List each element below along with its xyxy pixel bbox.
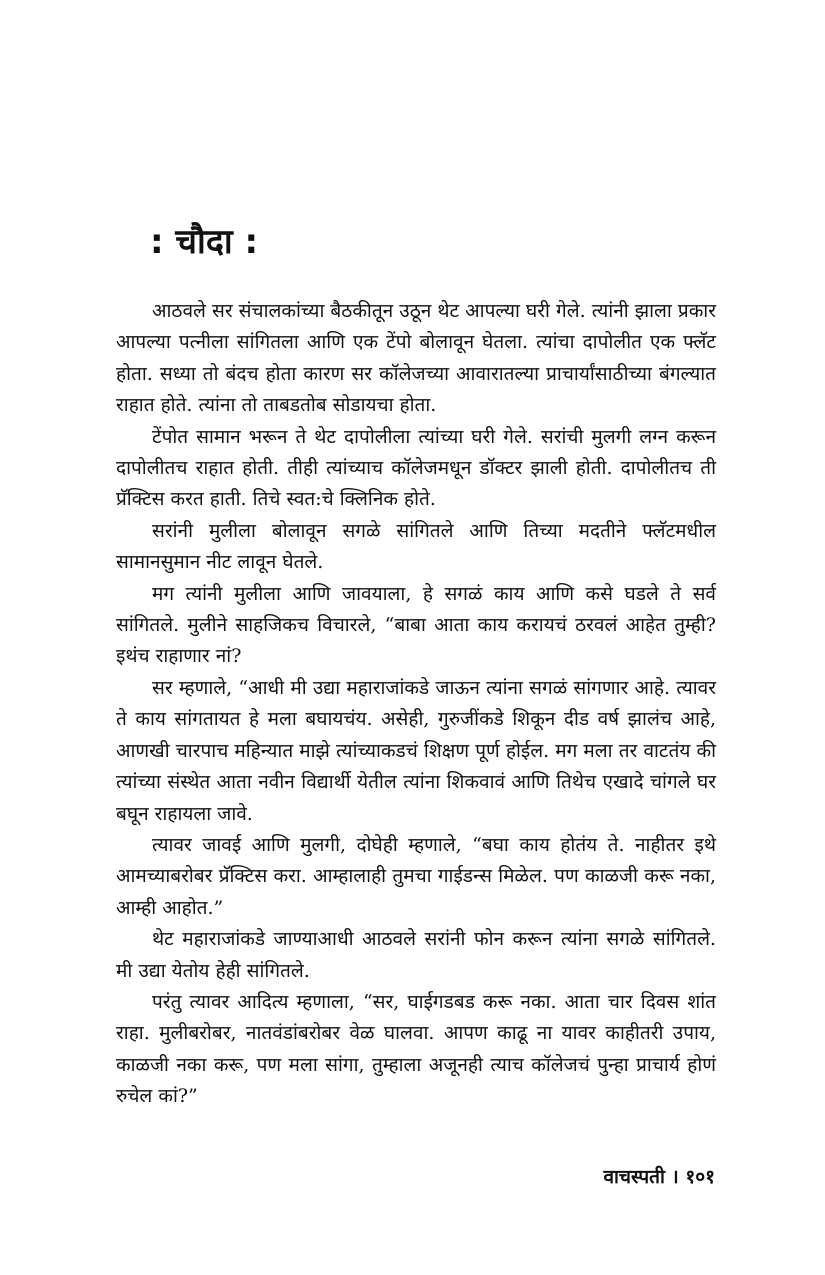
- page-footer: वाचस्पती । १०१: [603, 1166, 715, 1188]
- paragraph: मग त्यांनी मुलीला आणि जावयाला, हे सगळं काय आणि कसे घडले ते सर्व सांगितले. मुलीने साहजिकच विचारले, “बाबा आता काय करायचं ठरवलं आहेत तुम्ही? इथंच राहाणार नां?: [116, 582, 716, 668]
- paragraph: त्यावर जावई आणि मुलगी, दोघेही म्हणाले, “बघा काय होतंय ते. नाहीतर इथे आमच्याबरोबर प्रॅक्टिस करा. आम्हालाही तुमचा गाईडन्स मिळेल. पण काळजी करू नका, आम्ही आहोत.”: [116, 833, 716, 919]
- paragraph: टेंपोत सामान भरून ते थेट दापोलीला त्यांच्या घरी गेले. सरांची मुलगी लग्न करून दापोलीतच राहात होती. तीही त्यांच्याच कॉलेजमधून डॉक्टर झाली होती. दापोलीतच ती प्रॅक्टिस करत हाती. तिचे स्वत:चे क्लिनिक होते.: [116, 425, 716, 511]
- paragraph: परंतु त्यावर आदित्य म्हणाला, “सर, घाईगडबड करू नका. आता चार दिवस शांत राहा. मुलीबरोबर, नातवंडांबरोबर वेळ घालवा. आपण काढू ना यावर काहीतरी उपाय, काळजी नका करू, पण मला सांगा, तुम्हाला अजूनही त्याच कॉलेजचं पुन्हा प्राचार्य होणं रुचेल कां?”: [116, 990, 716, 1108]
- paragraph: सरांनी मुलीला बोलावून सगळे सांगितले आणि तिच्या मदतीने फ्लॅटमधील सामानसुमान नीट लावून घेतले.: [116, 519, 716, 574]
- paragraph: थेट महाराजांकडे जाण्याआधी आठवले सरांनी फोन करून त्यांना सगळे सांगितले. मी उद्या येतोय हेही सांगितले.: [116, 928, 716, 982]
- chapter-body: [116, 296, 716, 1113]
- chapter-title: : चौदा :: [150, 222, 259, 262]
- paragraph: आठवले सर संचालकांच्या बैठकीतून उठून थेट आपल्या घरी गेले. त्यांनी झाला प्रकार आपल्या पत्नीला सांगितला आणि एक टेंपो बोलावून घेतला. त्यांचा दापोलीत एक फ्लॅट होता. सध्या तो बंदच होता कारण सर कॉलेजच्या आवारातल्या प्राचार्यांसाठीच्या बंगल्यात राहात होते. त्यांना तो ताबडतोब सोडायचा होता.: [116, 300, 716, 417]
- paragraph: सर म्हणाले, “आधी मी उद्या महाराजांकडे जाऊन त्यांना सगळं सांगणार आहे. त्यावर ते काय सांगतायत हे मला बघायचंय. असेही, गुरुजींकडे शिकून दीड वर्ष झालंच आहे, आणखी चारपाच महिन्यात माझे त्यांच्याकडचं शिक्षण पूर्ण होईल. मग मला तर वाटतंय की त्यांच्या संस्थेत आता नवीन विद्यार्थी येतील त्यांना शिकवावं आणि तिथेच एखादे चांगले घर बघून राहायला जावे.: [116, 676, 716, 825]
